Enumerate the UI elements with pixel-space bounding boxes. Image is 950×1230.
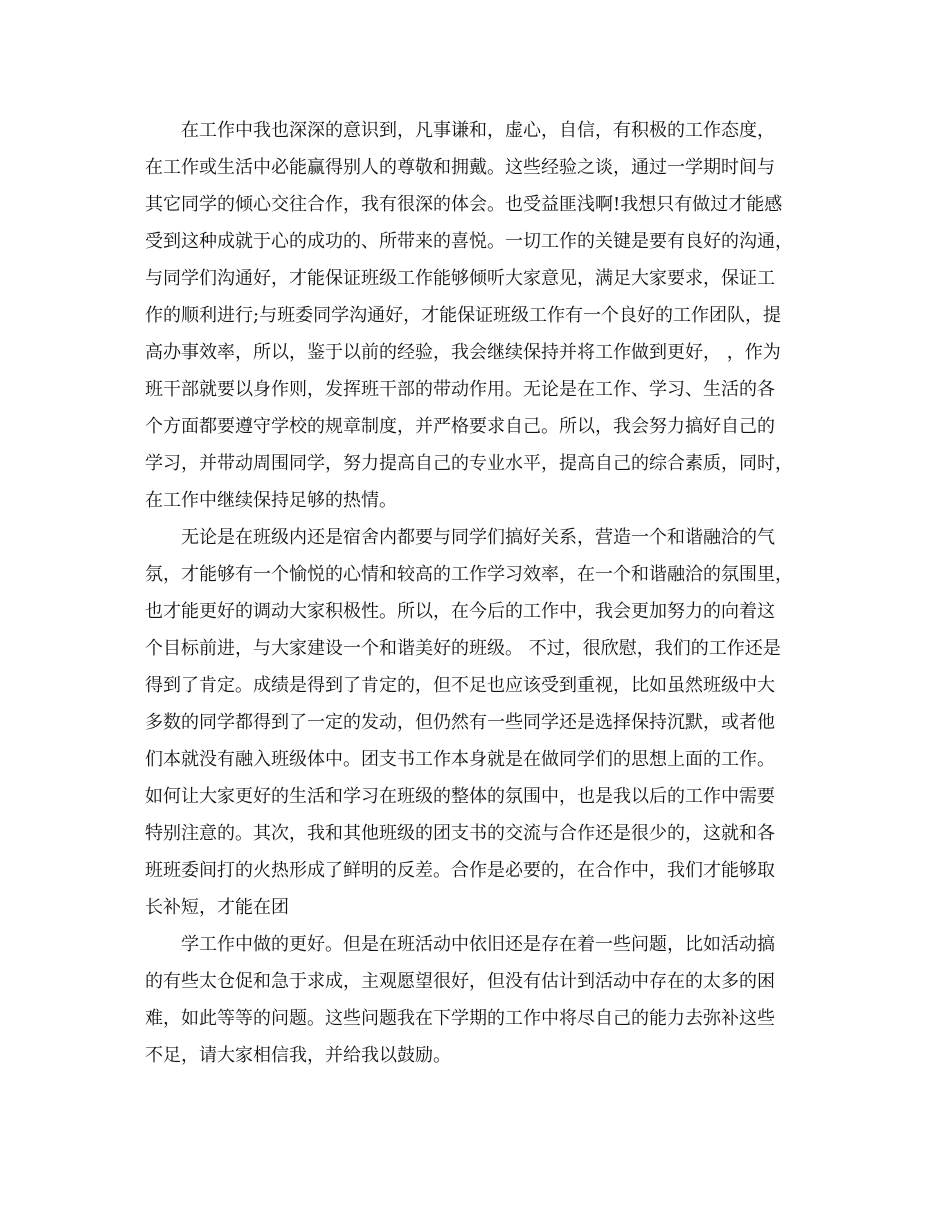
paragraph-line: 不足，请大家相信我，并给我以鼓励。 (145, 1045, 451, 1066)
paragraph-line: 的有些太仓促和急于求成，主观愿望很好，但没有估计到活动中存在的太多的困 (145, 971, 775, 992)
paragraph-3 (145, 926, 809, 1074)
paragraph-line: 班干部就要以身作则，发挥班干部的带动作用。无论是在工作、学习、生活的各 (145, 379, 775, 400)
paragraph-line: 受到这种成就于心的成功的、所带来的喜悦。一切工作的关键是要有良好的沟通， (145, 231, 793, 252)
document-page (145, 112, 809, 1074)
paragraph-line: 学习，并带动周围同学，努力提高自己的专业水平，提高自己的综合素质，同时， (145, 453, 793, 474)
paragraph-line: 个目标前进，与大家建设一个和谐美好的班级。 不过，很欣慰，我们的工作还是 (145, 638, 781, 659)
paragraph-line: 也才能更好的调动大家积极性。所以，在今后的工作中，我会更加努力的向着这 (145, 601, 775, 622)
paragraph-line: 难，如此等等的问题。这些问题我在下学期的工作中将尽自己的能力去弥补这些 (145, 1008, 775, 1029)
paragraph-line: 氛，才能够有一个愉悦的心情和较高的工作学习效率，在一个和谐融洽的氛围里， (145, 564, 793, 585)
paragraph-line: 长补短，才能在团 (145, 897, 289, 918)
paragraph-line: 得到了肯定。成绩是得到了肯定的，但不足也应该受到重视，比如虽然班级中大 (145, 675, 775, 696)
paragraph-line: 特别注意的。其次，我和其他班级的团支书的交流与合作还是很少的，这就和各 (145, 823, 775, 844)
paragraph-line: 作的顺利进行;与班委同学沟通好，才能保证班级工作有一个良好的工作团队，提 (145, 305, 782, 326)
paragraph-line: 个方面都要遵守学校的规章制度，并严格要求自己。所以，我会努力搞好自己的 (145, 416, 775, 437)
paragraph-line: 与同学们沟通好，才能保证班级工作能够倾听大家意见，满足大家要求，保证工 (145, 268, 775, 289)
paragraph-line: 多数的同学都得到了一定的发动，但仍然有一些同学还是选择保持沉默，或者他 (145, 712, 775, 733)
paragraph-line: 在工作中我也深深的意识到，凡事谦和，虚心，自信，有积极的工作态度， (181, 120, 775, 141)
paragraph-1 (145, 112, 809, 519)
paragraph-line: 如何让大家更好的生活和学习在班级的整体的氛围中，也是我以后的工作中需要 (145, 786, 775, 807)
paragraph-line: 学工作中做的更好。但是在班活动中依旧还是存在着一些问题，比如活动搞 (181, 934, 775, 955)
paragraph-line: 在工作中继续保持足够的热情。 (145, 490, 397, 511)
paragraph-line: 们本就没有融入班级体中。团支书工作本身就是在做同学们的思想上面的工作。 (145, 749, 775, 770)
paragraph-line: 无论是在班级内还是宿舍内都要与同学们搞好关系，营造一个和谐融洽的气 (181, 527, 775, 548)
paragraph-line: 在工作或生活中必能赢得别人的尊敬和拥戴。这些经验之谈，通过一学期时间与 (145, 157, 775, 178)
paragraph-line: 其它同学的倾心交往合作，我有很深的体会。也受益匪浅啊!我想只有做过才能感 (145, 194, 783, 215)
paragraph-2 (145, 519, 809, 926)
paragraph-line: 高办事效率，所以，鉴于以前的经验，我会继续保持并将工作做到更好， ，作为 (145, 342, 781, 363)
paragraph-line: 班班委间打的火热形成了鲜明的反差。合作是必要的，在合作中，我们才能够取 (145, 860, 775, 881)
